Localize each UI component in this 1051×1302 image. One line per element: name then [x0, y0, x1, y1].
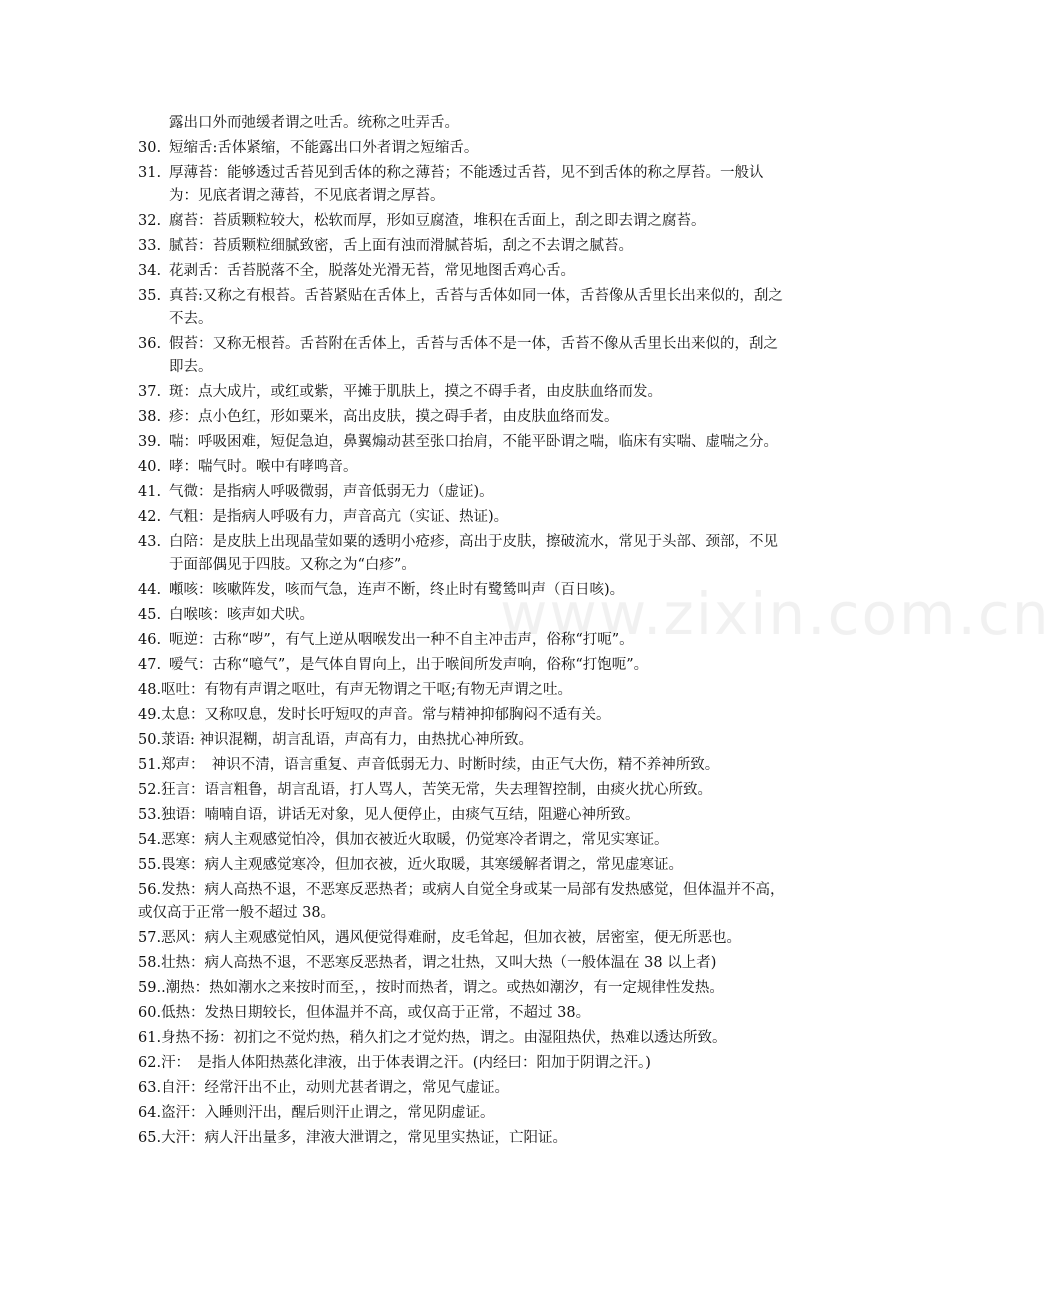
glossary-entry: [0, 754, 791, 777]
entry-number: 51.: [138, 757, 162, 773]
entry-text: 腐苔：苔质颗粒较大，松软而厚，形如豆腐渣，堆积在舌面上，刮之即去谓之腐苔。: [169, 213, 706, 229]
entry-number: 33.: [138, 238, 162, 254]
entry-number: 61.: [138, 1030, 162, 1046]
glossary-entry: [0, 235, 789, 258]
glossary-entry: [0, 804, 791, 827]
glossary-entry: [0, 260, 789, 283]
glossary-entry: [0, 854, 791, 877]
glossary-entry: [0, 285, 789, 331]
entry-text: 腻苔：苔质颗粒细腻致密，舌上面有浊而滑腻苔垢，刮之不去谓之腻苔。: [169, 238, 633, 254]
entry-text: 假苔：又称无根苔。舌苔附在舌体上，舌苔与舌体不是一体，舌苔不像从舌里长出来似的，刮之即去。: [169, 336, 778, 375]
entry-text: 喘：呼吸困难，短促急迫，鼻翼煽动甚至张口抬肩，不能平卧谓之喘，临床有实喘、虚喘之分。: [169, 434, 778, 450]
entry-text: 呃逆：古称“哕”，有气上逆从咽喉发出一种不自主冲击声，俗称“打呃”。: [169, 632, 634, 648]
entry-text: 郑声： 神识不清，语言重复、声音低弱无力、时断时续，由正气大伤，精不养神所致。: [161, 757, 720, 773]
entry-number: 62.: [138, 1055, 162, 1071]
entry-number: 60.: [138, 1005, 162, 1021]
entry-number: 31.: [138, 165, 162, 181]
entry-number: 41.: [138, 484, 162, 500]
entry-text: 莍语: 神识混糊，胡言乱语，声高有力，由热扰心神所致。: [161, 732, 534, 748]
entry-text: 哮：喘气时。喉中有哮鸣音。: [169, 459, 358, 475]
entry-number: 30.: [138, 140, 162, 156]
glossary-entry: [0, 829, 791, 852]
entry-text: 自汗：经常汗出不止，动则尤甚者谓之，常见气虚证。: [161, 1080, 510, 1096]
entry-text: 低热：发热日期较长，但体温并不高，或仅高于正常，不超过 38。: [161, 1005, 591, 1021]
entry-text: 真苔:又称之有根苔。舌苔紧贴在舌体上，舌苔与舌体如同一体，舌苔像从舌里长出来似的，刮之不去。: [169, 288, 783, 327]
entry-text: 畏寒：病人主观感觉寒冷，但加衣被，近火取暖，其寒缓解者谓之，常见虚寒证。: [161, 857, 684, 873]
glossary-entry: [0, 381, 789, 404]
entry-number: 65.: [138, 1130, 162, 1146]
glossary-entry: [0, 604, 789, 627]
entry-text: 太息：又称叹息，发时长吁短叹的声音。常与精神抑郁胸闷不适有关。: [161, 707, 611, 723]
entry-text: 花剥舌：舌苔脱落不全，脱落处光滑无苔，常见地图舌鸡心舌。: [169, 263, 575, 279]
entry-text: 壮热：病人高热不退，不恶寒反恶热者，谓之壮热，又叫大热（一般体温在 38 以上者): [161, 955, 717, 971]
glossary-entry: [0, 879, 791, 925]
entry-number: 36.: [138, 336, 162, 352]
glossary-entry: [0, 456, 789, 479]
entry-number: 47.: [138, 657, 162, 673]
glossary-entry: [0, 1027, 791, 1050]
entry-text: 独语：喃喃自语，讲话无对象，见人便停止，由痰气互结，阻避心神所致。: [161, 807, 640, 823]
entry-number: 46.: [138, 632, 162, 648]
entry-text: 狂言：语言粗鲁，胡言乱语，打人骂人，苦笑无常，失去理智控制，由痰火扰心所致。: [161, 782, 713, 798]
glossary-entry: [0, 1077, 791, 1100]
glossary-entry: [0, 1127, 791, 1150]
entry-text: 恶风：病人主观感觉怕风，遇风便觉得难耐，皮毛耸起，但加衣被，居密室，便无所恶也。: [161, 930, 742, 946]
entry-number: 48.: [138, 682, 162, 698]
entry-number: 63.: [138, 1080, 162, 1096]
glossary-entry: [0, 579, 789, 602]
entry-number: 64.: [138, 1105, 162, 1121]
entry-number: 59.: [138, 980, 162, 996]
entry-number: 35.: [138, 288, 162, 304]
glossary-entry: [0, 162, 789, 208]
entry-text: 厚薄苔：能够透过舌苔见到舌体的称之薄苔；不能透过舌苔，见不到舌体的称之厚苔。一般认为：见底者谓之薄苔，不见底者谓之厚苔。: [169, 165, 764, 204]
entry-text: 恶寒：病人主观感觉怕冷，俱加衣被近火取暖，仍觉寒冷者谓之，常见实寒证。: [161, 832, 669, 848]
entry-number: 40.: [138, 459, 162, 475]
glossary-entry: [0, 506, 789, 529]
entry-number: 43.: [138, 534, 162, 550]
glossary-entry: [0, 406, 789, 429]
glossary-entry: [0, 481, 789, 504]
entry-text: 白喉咳：咳声如犬吠。: [169, 607, 314, 623]
glossary-entry: [0, 1052, 791, 1075]
entry-number: 32.: [138, 213, 162, 229]
entry-text: 噸咳：咳嗽阵发，咳而气急，连声不断，终止时有鹭鸶叫声（百日咳)。: [169, 582, 625, 598]
glossary-entry: [0, 927, 791, 950]
glossary-entry: [0, 531, 789, 577]
glossary-entry: [0, 431, 789, 454]
entry-number: 34.: [138, 263, 162, 279]
glossary-entry: [0, 1002, 791, 1025]
watermark-text: www.zixin.com.cn: [500, 580, 1051, 648]
entry-number: 53.: [138, 807, 162, 823]
entry-text: 盗汗：入睡则汗出，醒后则汗止谓之，常见阴虚证。: [161, 1105, 495, 1121]
entry-number: 39.: [138, 434, 162, 450]
entry-text: 嗳气：古称“噫气”，是气体自胃向上，出于喉间所发声响，俗称“打饱呃”。: [169, 657, 649, 673]
glossary-entry: [0, 210, 789, 233]
glossary-entry: [0, 112, 789, 135]
entry-text: 呕吐：有物有声谓之呕吐，有声无物谓之干呕;有物无声谓之吐。: [161, 682, 572, 698]
entry-number: 38.: [138, 409, 162, 425]
entry-number: 45.: [138, 607, 162, 623]
entry-number: 54.: [138, 832, 162, 848]
glossary-entry: [0, 333, 789, 379]
entry-number: 37.: [138, 384, 162, 400]
entry-number: 56.: [138, 882, 162, 898]
entry-text: 斑：点大成片，或红或紫，平摊于肌肤上，摸之不碍手者，由皮肤血络而发。: [169, 384, 662, 400]
entry-number: 57.: [138, 930, 162, 946]
glossary-entry: [0, 977, 791, 1000]
glossary-entry: [0, 729, 791, 752]
entry-number: 52.: [138, 782, 162, 798]
entry-text: 大汗：病人汗出量多，津液大泄谓之，常见里实热证，亡阳证。: [161, 1130, 568, 1146]
glossary-entry: [0, 952, 791, 975]
entry-number: 55.: [138, 857, 162, 873]
entry-number: 58.: [138, 955, 162, 971]
glossary-entry: [0, 704, 791, 727]
entry-text: 发热：病人高热不退，不恶寒反恶热者；或病人自觉全身或某一局部有发热感觉，但体温并不高，或仅高于正常一般不超过 38。: [138, 882, 785, 921]
document-body: [0, 112, 920, 1152]
entry-text: 疹：点小色红，形如粟米，高出皮肤，摸之碍手者，由皮肤血络而发。: [169, 409, 619, 425]
glossary-entry: [0, 137, 789, 160]
entry-text: 露出口外而弛缓者谓之吐舌。统称之吐弄舌。: [169, 115, 459, 131]
entry-text: 气粗：是指病人呼吸有力，声音高亢（实证、热证)。: [169, 509, 509, 525]
glossary-entry: [0, 779, 791, 802]
glossary-entry: [0, 629, 789, 652]
entry-text: 短缩舌:舌体紧缩，不能露出口外者谓之短缩舌。: [169, 140, 479, 156]
entry-text: 汗： 是指人体阳热蒸化津液，出于体表谓之汗。(内经曰：阳加于阴谓之汗。): [161, 1055, 651, 1071]
entry-number: 49.: [138, 707, 162, 723]
entry-text: 白陪：是皮肤上出现晶莹如粟的透明小疮疹，高出于皮肤，擦破流水，常见于头部、颈部，不见于面部偶见于四肢。又称之为“白疹”。: [169, 534, 778, 573]
entry-text: 身热不扬：初扪之不觉灼热，稍久扪之才觉灼热，谓之。由湿阻热伏，热难以透达所致。: [161, 1030, 727, 1046]
glossary-entry: [0, 679, 791, 702]
entry-number: 42.: [138, 509, 162, 525]
glossary-entry: [0, 1102, 791, 1125]
entry-number: 50.: [138, 732, 162, 748]
entry-text: 气微：是指病人呼吸微弱，声音低弱无力（虚证)。: [169, 484, 494, 500]
glossary-entry: [0, 654, 789, 677]
entry-text: .潮热：热如潮水之来按时而至，，按时而热者，谓之。或热如潮汐，有一定规律性发热。: [161, 980, 724, 996]
entry-number: 44.: [138, 582, 162, 598]
